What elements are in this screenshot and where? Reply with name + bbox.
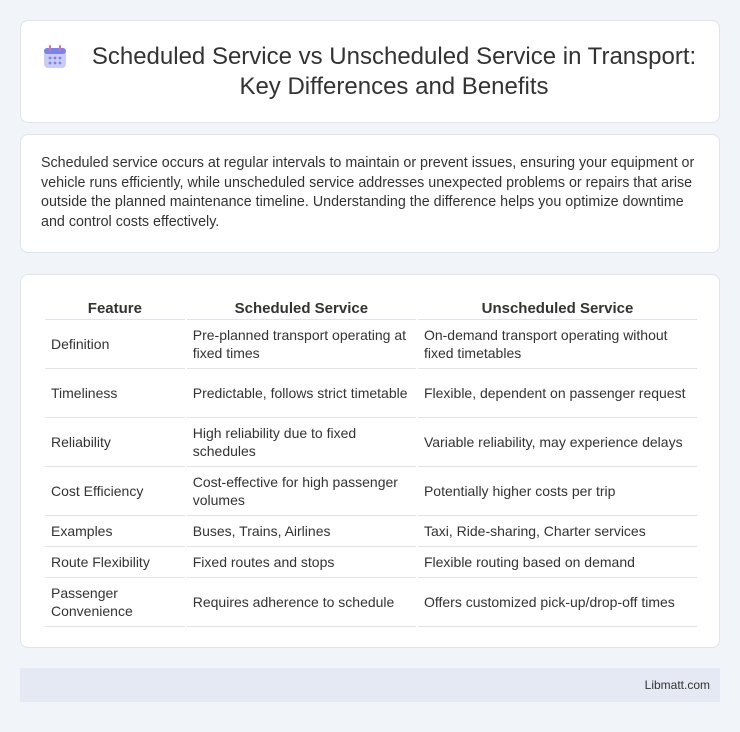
table-row xyxy=(45,547,697,578)
cell-feature: Reliability xyxy=(45,418,185,467)
footer-site-link[interactable]: Libmatt.com xyxy=(644,678,710,692)
intro-card xyxy=(20,134,720,253)
header-scheduled: Scheduled Service xyxy=(187,295,416,320)
header-feature: Feature xyxy=(45,295,185,320)
page-title: Scheduled Service vs Unscheduled Service in Transport: Key Differences and Benefits xyxy=(91,42,697,100)
cell-unscheduled: Potentially higher costs per trip xyxy=(418,467,697,516)
cell-scheduled: High reliability due to fixed schedules xyxy=(187,418,416,467)
table-row xyxy=(45,467,697,516)
table-header-row xyxy=(45,295,697,320)
cell-unscheduled: On-demand transport operating without fixed timetables xyxy=(418,320,697,369)
cell-unscheduled: Variable reliability, may experience delays xyxy=(418,418,697,467)
cell-feature: Route Flexibility xyxy=(45,547,185,578)
cell-scheduled: Buses, Trains, Airlines xyxy=(187,516,416,547)
cell-scheduled: Pre-planned transport operating at fixed times xyxy=(187,320,416,369)
cell-scheduled: Predictable, follows strict timetable xyxy=(187,369,416,418)
cell-unscheduled: Taxi, Ride-sharing, Charter services xyxy=(418,516,697,547)
table-row xyxy=(45,516,697,547)
footer xyxy=(20,668,720,702)
comparison-table xyxy=(43,295,699,627)
cell-feature: Passenger Convenience xyxy=(45,578,185,627)
cell-scheduled: Cost-effective for high passenger volumes xyxy=(187,467,416,516)
cell-unscheduled: Flexible, dependent on passenger request xyxy=(418,369,697,418)
cell-feature: Timeliness xyxy=(45,369,185,418)
cell-scheduled: Requires adherence to schedule xyxy=(187,578,416,627)
cell-feature: Cost Efficiency xyxy=(45,467,185,516)
cell-unscheduled: Flexible routing based on demand xyxy=(418,547,697,578)
calendar-icon xyxy=(41,43,69,71)
table-row xyxy=(45,418,697,467)
table-row xyxy=(45,369,697,418)
cell-unscheduled: Offers customized pick-up/drop-off times xyxy=(418,578,697,627)
header-unscheduled: Unscheduled Service xyxy=(418,295,697,320)
table-card xyxy=(20,274,720,648)
cell-feature: Definition xyxy=(45,320,185,369)
intro-paragraph: Scheduled service occurs at regular intervals to maintain or prevent issues, ensuring your equipment or vehicle runs efficiently, while unscheduled service addresses unexpected problems or repairs that arise outside the planned maintenance timeline. Understanding the difference helps you optimize downtime and control costs effectively. xyxy=(41,155,695,231)
table-row xyxy=(45,578,697,627)
table-row xyxy=(45,320,697,369)
cell-feature: Examples xyxy=(45,516,185,547)
title-wrap xyxy=(21,21,719,122)
title-card xyxy=(20,20,720,123)
cell-scheduled: Fixed routes and stops xyxy=(187,547,416,578)
